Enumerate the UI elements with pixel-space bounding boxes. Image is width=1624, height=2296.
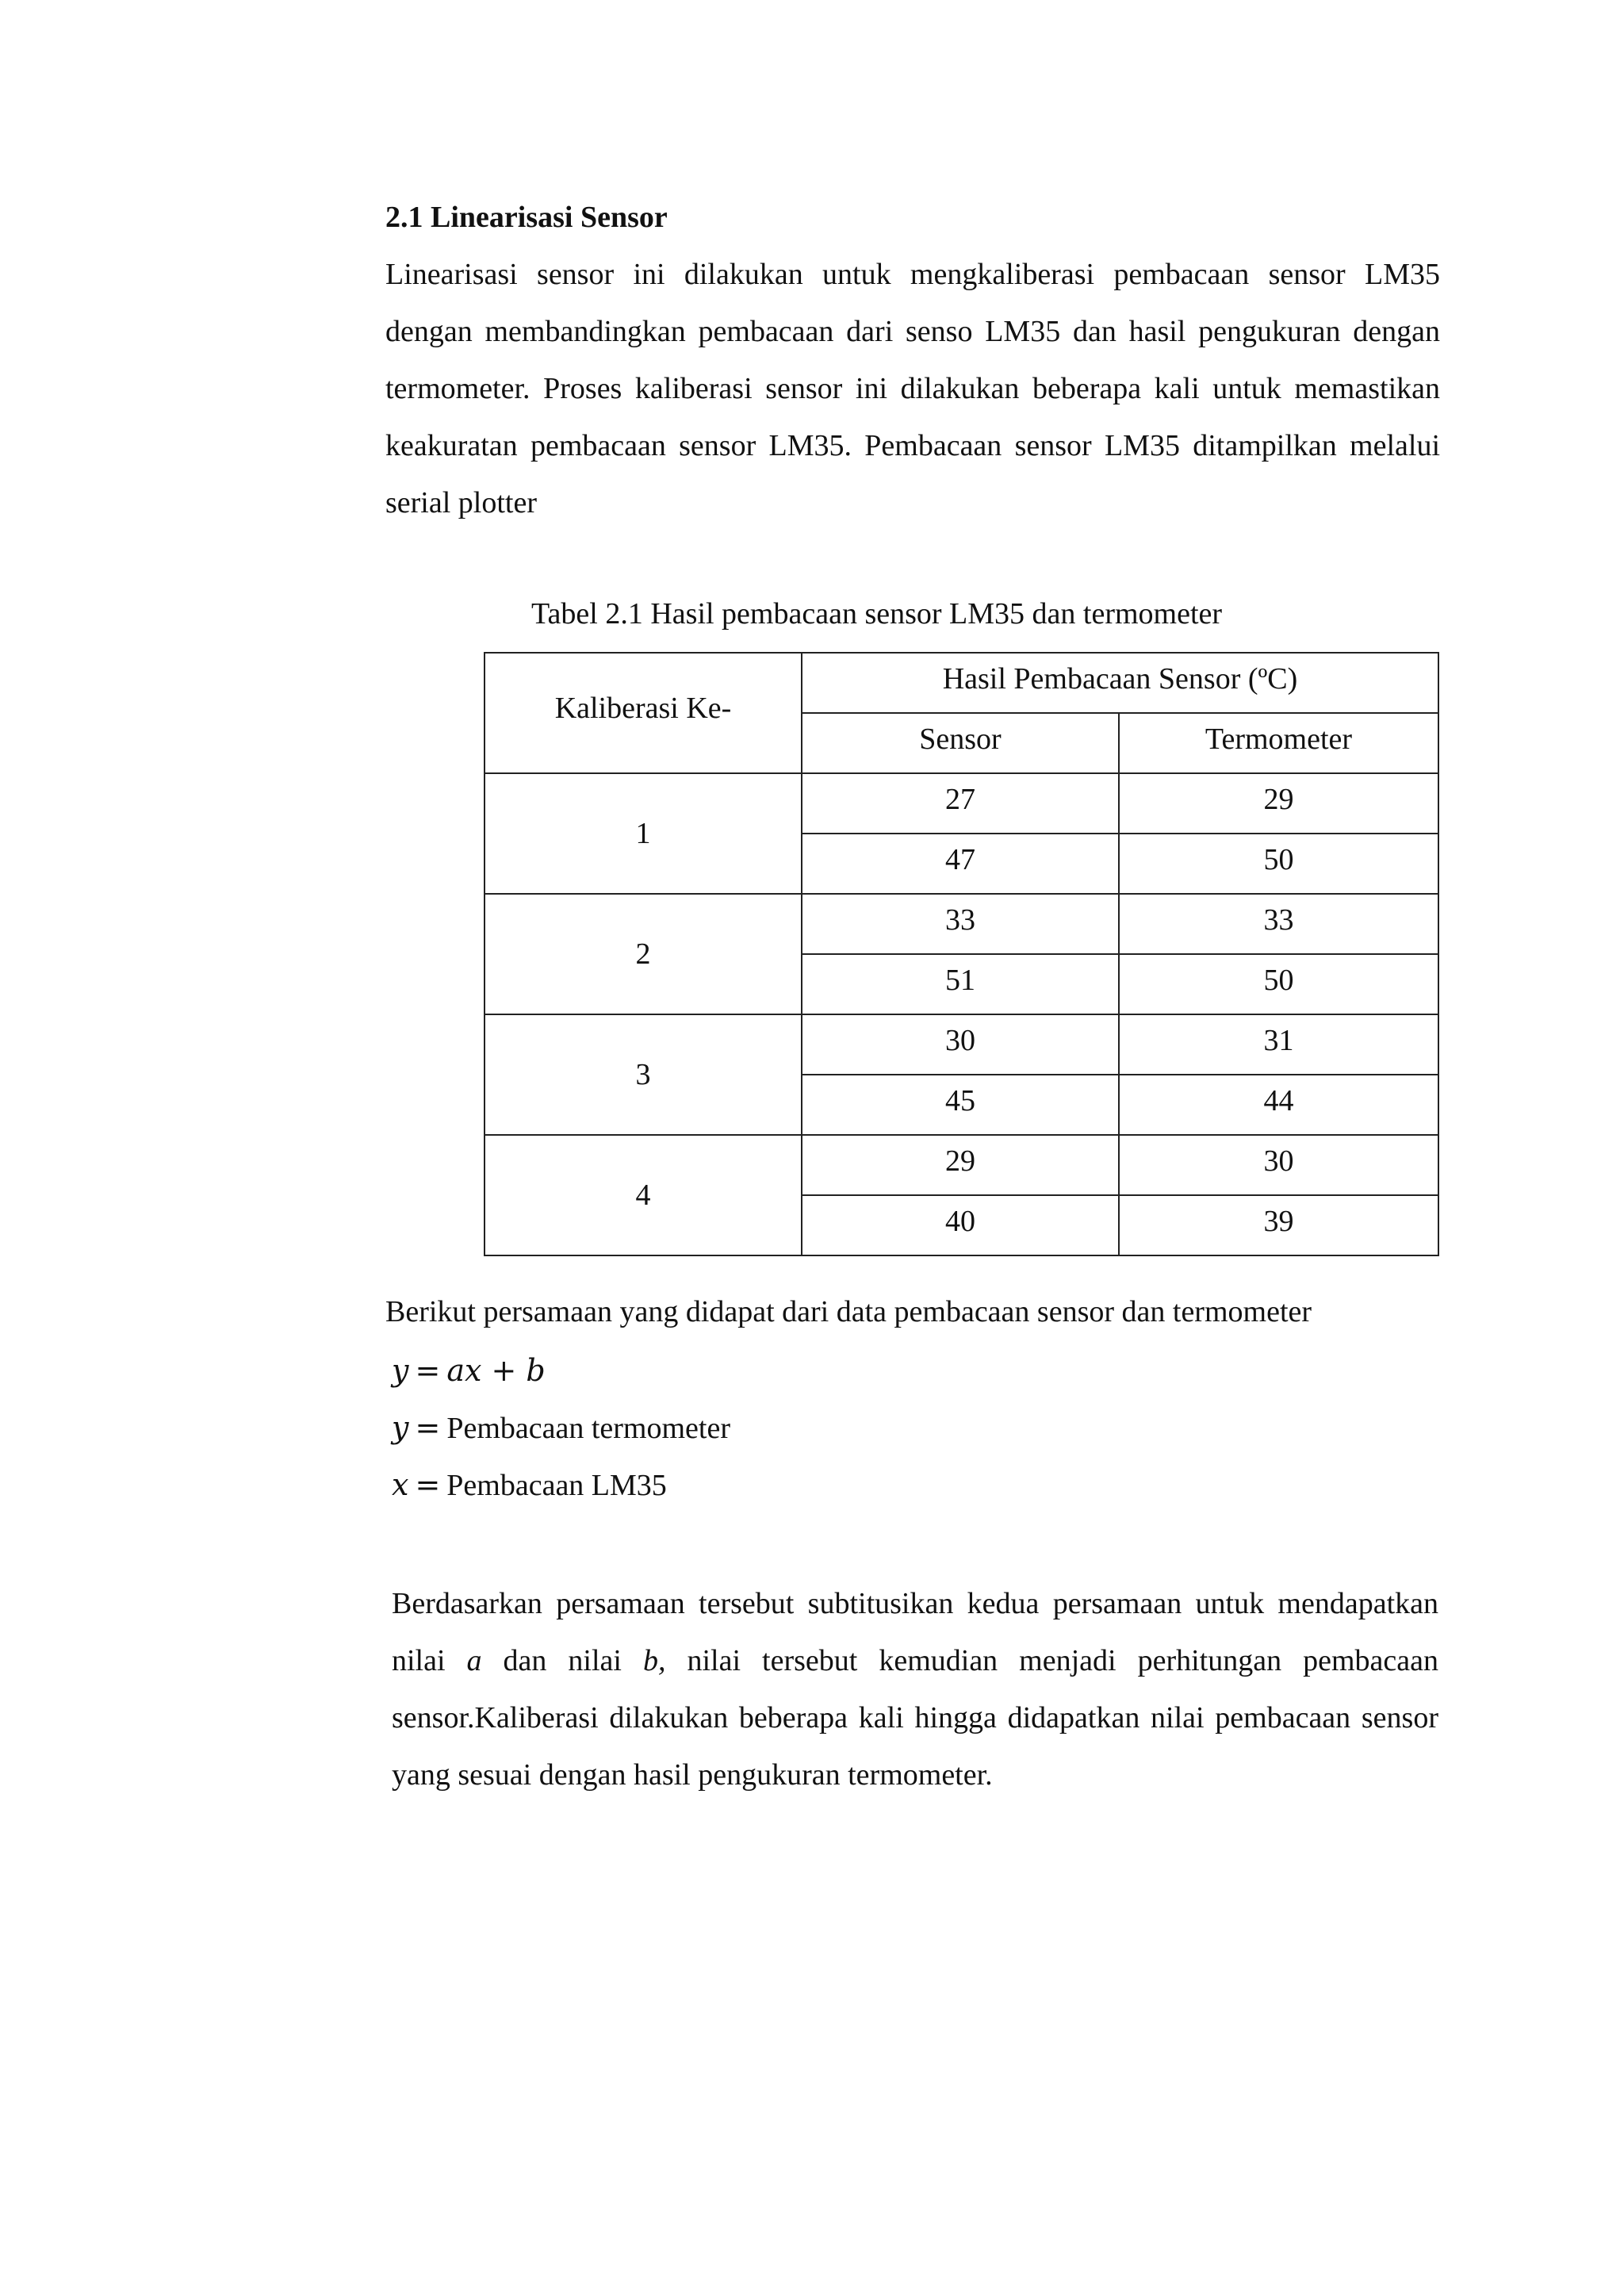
header-kaliberasi: Kaliberasi Ke- (485, 653, 802, 773)
variable-a: a (466, 1644, 482, 1677)
y-variable: y (392, 1410, 409, 1445)
termometer-value: 29 (1119, 773, 1438, 834)
x-description: Pembacaan LM35 (446, 1469, 667, 1502)
x-variable: x (392, 1467, 409, 1502)
sensor-value: 40 (802, 1195, 1119, 1255)
header-sensor: Sensor (802, 713, 1119, 773)
conclusion-paragraph (392, 1575, 1438, 1803)
termometer-value: 30 (1119, 1135, 1438, 1195)
kaliberasi-number: 2 (485, 894, 802, 1014)
table-row (485, 1135, 1438, 1195)
kaliberasi-number: 4 (485, 1135, 802, 1255)
header-termometer: Termometer (1119, 713, 1438, 773)
table-row (485, 773, 1438, 834)
calibration-table (484, 652, 1439, 1256)
sensor-value: 33 (802, 894, 1119, 954)
equals-sign: = (415, 1410, 441, 1445)
sensor-value: 27 (802, 773, 1119, 834)
termometer-value: 44 (1119, 1075, 1438, 1135)
sensor-value: 47 (802, 834, 1119, 894)
equation-lhs: y (392, 1353, 409, 1388)
equals-sign: = (415, 1467, 441, 1502)
termometer-value: 50 (1119, 834, 1438, 894)
x-definition (392, 1462, 667, 1508)
y-definition (392, 1405, 730, 1451)
sensor-value: 51 (802, 954, 1119, 1014)
equals-sign: = (415, 1353, 441, 1388)
sensor-value: 30 (802, 1014, 1119, 1075)
header-hasil-pembacaan: Hasil Pembacaan Sensor (ºC) (802, 653, 1438, 713)
sensor-value: 45 (802, 1075, 1119, 1135)
kaliberasi-number: 1 (485, 773, 802, 894)
sensor-value: 29 (802, 1135, 1119, 1195)
table-row (485, 894, 1438, 954)
termometer-value: 33 (1119, 894, 1438, 954)
kaliberasi-number: 3 (485, 1014, 802, 1135)
intro-paragraph: Linearisasi sensor ini dilakukan untuk mengkaliberasi pembacaan sensor LM35 dengan membandingkan pembacaan dari senso LM35 dan hasil pengukuran dengan termometer. Proses kaliberasi sensor ini dilakukan beberapa kali untuk memastikan keakuratan pembacaan sensor LM35. Pembacaan sensor LM35 ditampilkan melalui serial plotter (385, 258, 1440, 519)
termometer-value: 31 (1119, 1014, 1438, 1075)
conclusion-part-1: Berdasarkan persamaan tersebut subtitusikan kedua persamaan untuk mendapatkan nilai (392, 1587, 1438, 1677)
equation-rhs: ax + b (446, 1353, 546, 1388)
conclusion-part-3: nilai tersebut kemudian menjadi perhitungan pembacaan sensor.Kaliberasi dilakukan beberapa kali hingga didapatkan nilai pembacaan sensor yang sesuai dengan hasil pengukuran termometer. (392, 1644, 1438, 1792)
variable-b: b, (642, 1644, 666, 1677)
linear-equation (392, 1348, 546, 1393)
y-description: Pembacaan termometer (446, 1412, 730, 1445)
equation-intro: Berikut persamaan yang didapat dari data pembacaan sensor dan termometer (385, 1295, 1312, 1328)
table-header-row (485, 653, 1438, 713)
table-caption: Tabel 2.1 Hasil pembacaan sensor LM35 dan termometer (531, 597, 1223, 631)
conclusion-part-2: dan nilai (481, 1644, 643, 1677)
table-row (485, 1014, 1438, 1075)
termometer-value: 50 (1119, 954, 1438, 1014)
section-heading: 2.1 Linearisasi Sensor (385, 201, 668, 234)
termometer-value: 39 (1119, 1195, 1438, 1255)
